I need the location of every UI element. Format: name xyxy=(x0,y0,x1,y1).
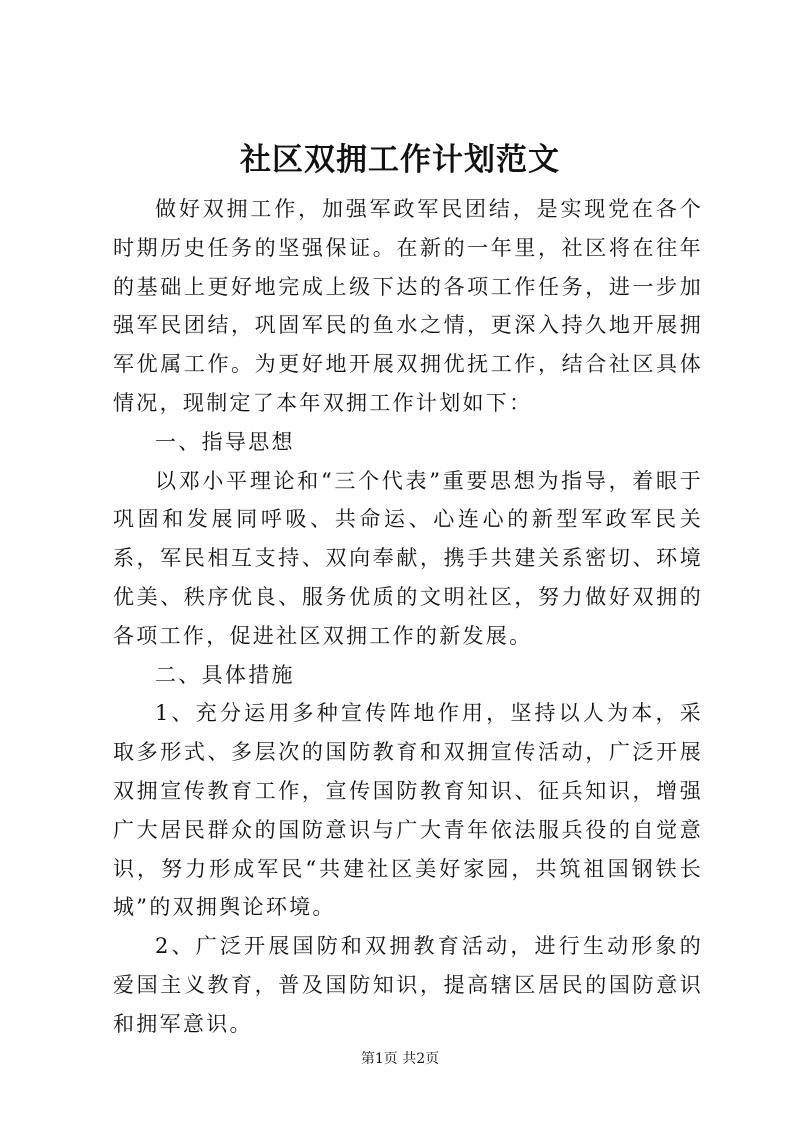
document-title: 社区双拥工作计划范文 xyxy=(240,142,560,178)
intro-paragraph: 做好双拥工作，加强军政军民团结，是实现党在各个时期历史任务的坚强保证。在新的一年里，社区将在往年的基础上更好地完成上级下达的各项工作任务，进一步加强军民团结，巩固军民的鱼水之情，更深入持久地开展拥军优属工作。为更好地开展双拥优抚工作，结合社区具体情况，现制定了本年双拥工作计划如下： xyxy=(113,197,703,415)
measure-2-paragraph: 2、广泛开展国防和双拥教育活动，进行生动形象的爱国主义教育，普及国防知识，提高辖区居民的国防意识和拥军意识。 xyxy=(113,934,703,1036)
section-heading-specific-measures: 二、具体措施 xyxy=(155,662,295,687)
document-body xyxy=(113,190,703,1044)
section-heading-guiding-ideology: 一、指导思想 xyxy=(155,429,295,454)
measure-1-paragraph: 1、充分运用多种宣传阵地作用，坚持以人为本，采取多形式、多层次的国防教育和双拥宣传活动，广泛开展双拥宣传教育工作，宣传国防教育知识、征兵知识，增强广大居民群众的国防意识与广大青年依法服兵役的自觉意识，努力形成军民“共建社区美好家园，共筑祖国钢铁长城”的双拥舆论环境。 xyxy=(113,701,703,920)
page-footer: 第1页 共2页 xyxy=(360,1051,440,1067)
guiding-ideology-paragraph: 以邓小平理论和“三个代表”重要思想为指导，着眼于巩固和发展同呼吸、共命运、心连心的新型军政军民关系，军民相互支持、双向奉献，携手共建关系密切、环境优美、秩序优良、服务优质的文明社区，努力做好双拥的各项工作，促进社区双拥工作的新发展。 xyxy=(113,468,703,648)
